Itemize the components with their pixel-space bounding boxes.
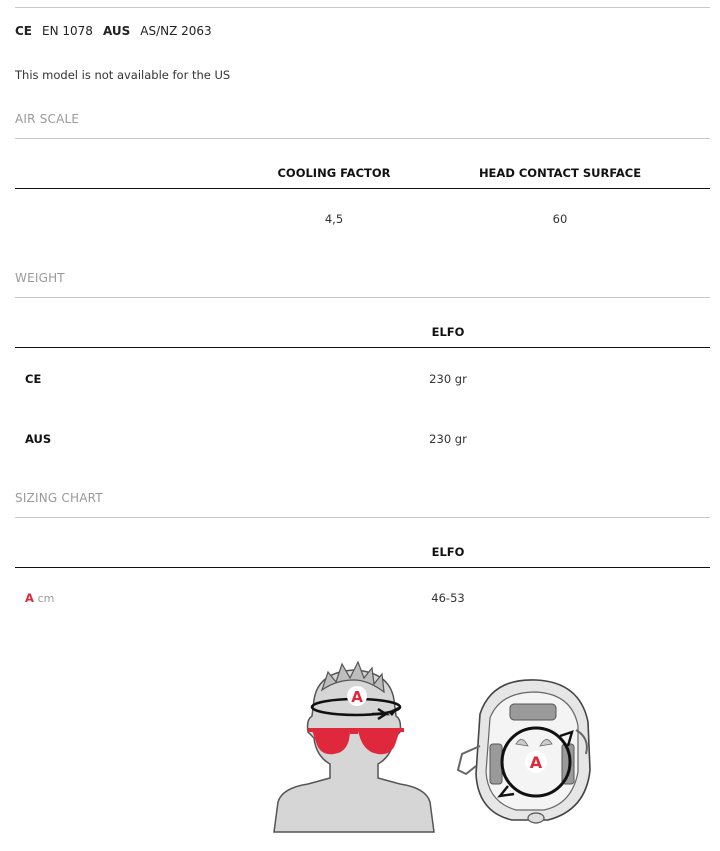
aus-standard: AS/NZ 2063 (140, 24, 212, 38)
sizing-row-label (25, 591, 54, 605)
air-scale-title: AIR SCALE (15, 112, 80, 126)
aus-label: AUS (102, 24, 131, 38)
sizing-header-rule (15, 567, 710, 568)
weight-elfo-header: ELFO (431, 325, 465, 339)
cooling-factor-value: 4,5 (324, 212, 344, 226)
head-marker-letter: A (351, 688, 363, 706)
weight-divider (15, 297, 710, 298)
weight-row-aus-label: AUS (25, 432, 52, 446)
weight-title: WEIGHT (15, 271, 65, 285)
sizing-row-letter: A (25, 591, 34, 605)
ce-label: CE (15, 24, 33, 38)
head-contact-surface-header: HEAD CONTACT SURFACE (478, 166, 642, 180)
head-measurement-illustration (268, 660, 440, 838)
weight-row-ce-label: CE (25, 372, 42, 386)
head-contact-surface-value: 60 (552, 212, 568, 226)
sizing-row-unit: cm (37, 592, 55, 605)
top-divider (15, 7, 710, 8)
sizing-chart-title: SIZING CHART (15, 491, 103, 505)
weight-row-ce-value: 230 gr (429, 372, 467, 386)
weight-row-aus-value: 230 gr (429, 432, 467, 446)
sizing-elfo-header: ELFO (431, 545, 465, 559)
helmet-interior-illustration (452, 674, 600, 826)
air-scale-header-rule (15, 188, 710, 189)
helmet-marker-letter: A (529, 753, 543, 772)
air-scale-divider (15, 138, 710, 139)
ce-standard: EN 1078 (42, 24, 93, 38)
cooling-factor-header: COOLING FACTOR (277, 166, 391, 180)
sizing-row-value: 46-53 (431, 591, 465, 605)
sizing-chart-divider (15, 517, 710, 518)
certifications-row (15, 24, 222, 38)
weight-header-rule (15, 347, 710, 348)
availability-note: This model is not available for the US (15, 68, 231, 82)
